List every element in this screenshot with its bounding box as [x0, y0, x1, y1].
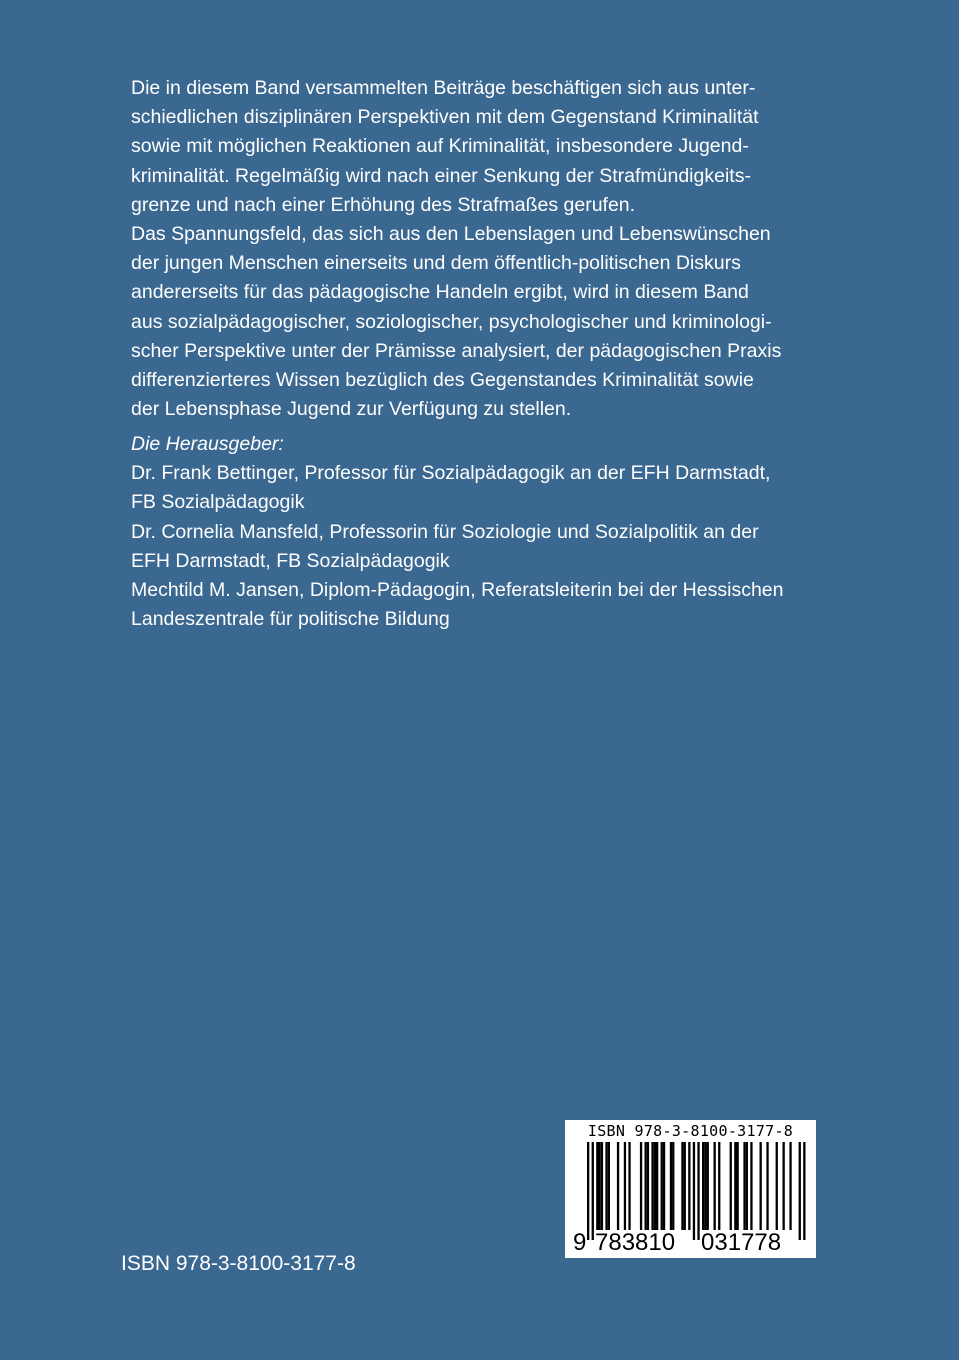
editor-line: FB Sozialpädagogik	[131, 491, 305, 514]
editors-section	[131, 430, 844, 634]
barcode-digits	[565, 1230, 816, 1258]
barcode-bar	[776, 1142, 778, 1230]
barcode-bar	[707, 1142, 709, 1230]
barcode-bar	[654, 1142, 656, 1230]
editor-line: Landeszentrale für politische Bildung	[131, 608, 450, 631]
isbn-bottom-text: ISBN 978-3-8100-3177-8	[121, 1252, 356, 1275]
barcode-bar	[760, 1142, 762, 1230]
barcode-bar	[628, 1142, 630, 1230]
blurb-line: schiedlichen disziplinären Perspektiven mit dem Gegenstand Kriminalität	[131, 106, 759, 129]
blurb-line: der Lebensphase Jugend zur Verfügung zu stellen.	[131, 398, 572, 421]
ean13-barcode	[565, 1142, 816, 1242]
barcode-bar	[670, 1142, 672, 1230]
barcode-bar	[608, 1142, 610, 1230]
ean-right-group: 031778	[701, 1229, 782, 1256]
blurb-line: Das Spannungsfeld, das sich aus den Lebenslagen und Lebenswünschen	[131, 223, 771, 246]
ean-first-digit: 9	[573, 1229, 587, 1256]
barcode-bar	[734, 1142, 736, 1230]
barcode-bar	[672, 1142, 674, 1230]
barcode-bar	[651, 1142, 653, 1230]
barcode-isbn-text: ISBN 978-3-8100-3177-8	[587, 1122, 794, 1140]
barcode-bar	[746, 1142, 748, 1230]
barcode-bar	[599, 1142, 601, 1230]
barcode-bar	[789, 1142, 791, 1230]
blurb-line: kriminalität. Regelmäßig wird nach einer Senkung der Strafmündigkeits-	[131, 164, 751, 187]
editor-line: Mechtild M. Jansen, Diplom-Pädagogin, Referatsleiterin bei der Hessischen	[131, 579, 784, 602]
blurb-line: Die in diesem Band versammelten Beiträge beschäftigen sich aus unter-	[131, 77, 756, 99]
barcode-bar	[645, 1142, 647, 1230]
blurb-line: scher Perspektive unter der Prämisse analysiert, der pädagogischen Praxis	[131, 339, 782, 362]
blurb-line: differenzierteres Wissen bezüglich des Gegenstandes Kriminalität sowie	[131, 369, 754, 392]
barcode-bar	[681, 1142, 683, 1230]
blurb-text	[131, 74, 844, 424]
blurb-line: sowie mit möglichen Reaktionen auf Kriminalität, insbesondere Jugend-	[131, 135, 749, 158]
barcode-bar	[704, 1142, 706, 1230]
barcode-bar	[750, 1142, 752, 1230]
barcode-bar	[663, 1142, 665, 1230]
barcode-bar	[766, 1142, 768, 1230]
barcode-bar	[714, 1142, 716, 1230]
barcode-label	[565, 1120, 816, 1258]
barcode-bar	[647, 1142, 649, 1230]
barcode-bar	[718, 1142, 720, 1230]
editor-line: Dr. Frank Bettinger, Professor für Sozialpädagogik an der EFH Darmstadt,	[131, 462, 771, 485]
barcode-guard-bar	[693, 1142, 695, 1240]
barcode-bar	[743, 1142, 745, 1230]
editor-line: EFH Darmstadt, FB Sozialpädagogik	[131, 549, 450, 572]
editor-line: Dr. Cornelia Mansfeld, Professorin für Soziologie und Sozialpolitik an der	[131, 520, 759, 543]
barcode-bar	[617, 1142, 619, 1230]
barcode-guard-bar	[592, 1142, 594, 1240]
barcode-bar	[783, 1142, 785, 1230]
blurb-line: andererseits für das pädagogische Handeln ergibt, wird in diesem Band	[131, 281, 749, 304]
barcode-bar	[601, 1142, 603, 1230]
barcode-guard-bar	[799, 1142, 801, 1240]
barcode-bar	[737, 1142, 739, 1230]
blurb-line: der jungen Menschen einerseits und dem öffentlich-politischen Diskurs	[131, 252, 741, 275]
barcode-bar	[688, 1142, 690, 1230]
barcode-bar	[661, 1142, 663, 1230]
barcode-bar	[624, 1142, 626, 1230]
barcode-bar	[656, 1142, 658, 1230]
editors-heading: Die Herausgeber:	[131, 433, 284, 455]
barcode-bar	[640, 1142, 642, 1230]
barcode-bar	[730, 1142, 732, 1230]
blurb-line: aus sozialpädagogischer, soziologischer, psychologischer und kriminologi-	[131, 310, 772, 333]
blurb-line: grenze und nach einer Erhöhung des Strafmaßes gerufen.	[131, 193, 636, 216]
ean-left-group: 783810	[595, 1229, 676, 1256]
barcode-guard-bar	[697, 1142, 699, 1240]
barcode-bar	[684, 1142, 686, 1230]
barcode-guard-bar	[803, 1142, 805, 1240]
barcode-guard-bar	[587, 1142, 589, 1240]
barcode-bar	[702, 1142, 704, 1230]
barcode-bar	[605, 1142, 607, 1230]
barcode-bar	[596, 1142, 598, 1230]
